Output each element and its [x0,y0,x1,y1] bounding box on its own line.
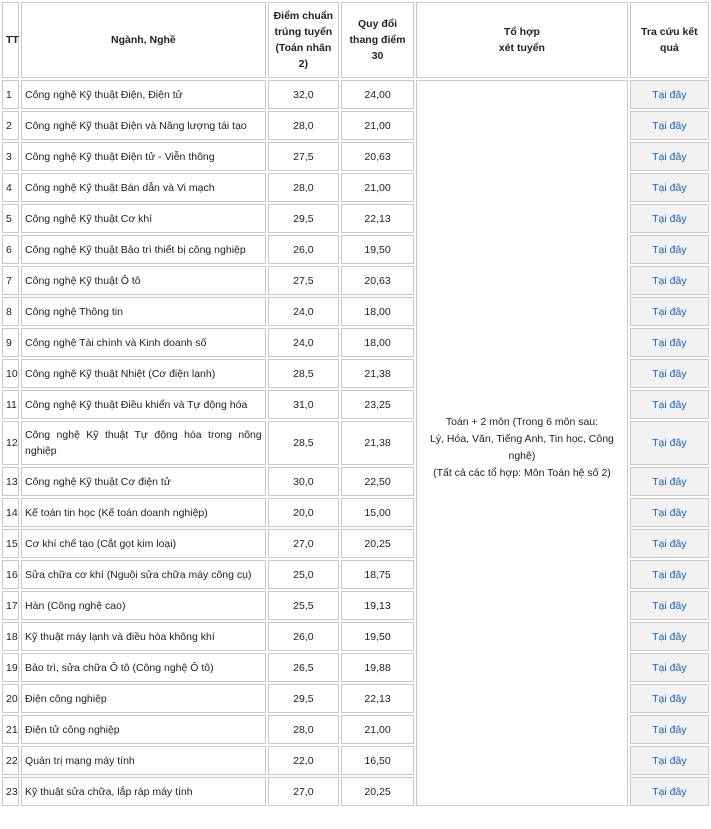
row-number: 20 [2,684,19,713]
row-number: 17 [2,591,19,620]
major-name: Công nghệ Tài chính và Kinh doanh số [21,328,266,357]
lookup-cell [630,467,709,496]
combo-line3: (Tất cả các tổ hợp: Môn Toán hệ số 2) [433,467,611,479]
lookup-result-link[interactable]: Tại đây [652,537,687,550]
lookup-result-link[interactable]: Tại đây [652,119,687,132]
lookup-result-link[interactable]: Tại đây [652,630,687,643]
table-row [2,80,709,109]
lookup-result-link[interactable]: Tại đây [652,785,687,798]
converted-score: 16,50 [341,746,414,775]
major-name: Hàn (Công nghệ cao) [21,591,266,620]
major-name: Điện công nghiệp [21,684,266,713]
row-number: 5 [2,204,19,233]
row-number: 16 [2,560,19,589]
cutoff-score: 20,0 [268,498,339,527]
lookup-cell [630,390,709,419]
converted-score: 18,75 [341,560,414,589]
cutoff-score: 28,0 [268,173,339,202]
row-number: 3 [2,142,19,171]
cutoff-score: 28,5 [268,359,339,388]
cutoff-score: 24,0 [268,328,339,357]
converted-score: 19,88 [341,653,414,682]
converted-score: 21,38 [341,421,414,465]
major-name: Sửa chữa cơ khí (Nguội sửa chữa máy công cụ) [21,560,266,589]
lookup-result-link[interactable]: Tại đây [652,181,687,194]
cutoff-score: 29,5 [268,204,339,233]
major-name: Công nghệ Kỹ thuật Điện, Điện tử [21,80,266,109]
cutoff-score: 27,5 [268,266,339,295]
major-name: Công nghệ Kỹ thuật Cơ khí [21,204,266,233]
header-score: Điểm chuẩn trúng tuyển (Toán nhân 2) [268,2,339,78]
cutoff-score: 25,5 [268,591,339,620]
lookup-cell [630,684,709,713]
converted-score: 18,00 [341,297,414,326]
header-tt: TT [2,2,19,78]
lookup-cell [630,421,709,465]
cutoff-score: 27,0 [268,529,339,558]
lookup-result-link[interactable]: Tại đây [652,568,687,581]
cutoff-score: 32,0 [268,80,339,109]
combo-line2: Lý, Hóa, Văn, Tiếng Anh, Tin học, Công nghệ) [430,433,614,462]
lookup-cell [630,297,709,326]
converted-score: 18,00 [341,328,414,357]
lookup-cell [630,142,709,171]
major-name: Công nghệ Kỹ thuật Điều khiển và Tự động hóa [21,390,266,419]
converted-score: 19,50 [341,622,414,651]
lookup-result-link[interactable]: Tại đây [652,723,687,736]
cutoff-score: 26,5 [268,653,339,682]
row-number: 7 [2,266,19,295]
lookup-result-link[interactable]: Tại đây [652,88,687,101]
major-name: Công nghệ Thông tin [21,297,266,326]
lookup-result-link[interactable]: Tại đây [652,336,687,349]
row-number: 23 [2,777,19,806]
major-name: Công nghệ Kỹ thuật Bảo trì thiết bị công nghiệp [21,235,266,264]
converted-score: 22,50 [341,467,414,496]
lookup-cell [630,560,709,589]
lookup-result-link[interactable]: Tại đây [652,398,687,411]
row-number: 10 [2,359,19,388]
lookup-result-link[interactable]: Tại đây [652,599,687,612]
lookup-cell [630,746,709,775]
cutoff-score: 30,0 [268,467,339,496]
major-name: Công nghệ Kỹ thuật Bán dẫn và Vi mạch [21,173,266,202]
lookup-cell [630,529,709,558]
lookup-result-link[interactable]: Tại đây [652,367,687,380]
major-name: Cơ khí chế tạo (Cắt gọt kim loại) [21,529,266,558]
row-number: 2 [2,111,19,140]
row-number: 4 [2,173,19,202]
row-number: 14 [2,498,19,527]
lookup-cell [630,622,709,651]
lookup-result-link[interactable]: Tại đây [652,212,687,225]
major-name: Công nghệ Kỹ thuật Nhiệt (Cơ điện lạnh) [21,359,266,388]
row-number: 12 [2,421,19,465]
lookup-cell [630,591,709,620]
converted-score: 20,63 [341,142,414,171]
lookup-cell [630,328,709,357]
lookup-cell [630,235,709,264]
major-name: Công nghệ Kỹ thuật Ô tô [21,266,266,295]
major-name: Điện tử công nghiệp [21,715,266,744]
converted-score: 20,63 [341,266,414,295]
lookup-cell [630,173,709,202]
row-number: 18 [2,622,19,651]
row-number: 15 [2,529,19,558]
converted-score: 20,25 [341,529,414,558]
major-name: Bảo trì, sửa chữa Ô tô (Công nghệ Ô tô) [21,653,266,682]
lookup-cell [630,777,709,806]
converted-score: 20,25 [341,777,414,806]
major-name: Công nghệ Kỹ thuật Điện tử - Viễn thông [21,142,266,171]
lookup-cell [630,111,709,140]
lookup-result-link[interactable]: Tại đây [652,661,687,674]
lookup-cell [630,715,709,744]
cutoff-score: 29,5 [268,684,339,713]
lookup-cell [630,498,709,527]
row-number: 9 [2,328,19,357]
converted-score: 19,13 [341,591,414,620]
row-number: 8 [2,297,19,326]
lookup-result-link[interactable]: Tại đây [652,754,687,767]
row-number: 22 [2,746,19,775]
row-number: 6 [2,235,19,264]
cutoff-score: 28,0 [268,715,339,744]
cutoff-score: 26,0 [268,622,339,651]
lookup-result-link[interactable]: Tại đây [652,274,687,287]
subject-combination [416,80,628,806]
lookup-result-link[interactable]: Tại đây [652,305,687,318]
converted-score: 22,13 [341,684,414,713]
row-number: 21 [2,715,19,744]
cutoff-score: 28,0 [268,111,339,140]
converted-score: 15,00 [341,498,414,527]
lookup-result-link[interactable]: Tại đây [652,243,687,256]
major-name: Công nghệ Kỹ thuật Tự động hóa trong nông nghiệp [21,421,266,465]
converted-score: 21,38 [341,359,414,388]
cutoff-score: 27,5 [268,142,339,171]
major-name: Công nghệ Kỹ thuật Điện và Năng lượng tái tạo [21,111,266,140]
converted-score: 19,50 [341,235,414,264]
major-name: Kỹ thuật sửa chữa, lắp ráp máy tính [21,777,266,806]
major-name: Quản trị mạng máy tính [21,746,266,775]
lookup-cell [630,266,709,295]
header-combo: Tổ hợp xét tuyển [416,2,628,78]
major-name: Công nghệ Kỹ thuật Cơ điện tử [21,467,266,496]
lookup-result-link[interactable]: Tại đây [652,150,687,163]
cutoff-score: 31,0 [268,390,339,419]
cutoff-score: 25,0 [268,560,339,589]
lookup-cell [630,204,709,233]
major-name: Kế toán tin học (Kế toán doanh nghiệp) [21,498,266,527]
cutoff-score: 27,0 [268,777,339,806]
lookup-result-link[interactable]: Tại đây [652,437,687,449]
row-number: 11 [2,390,19,419]
lookup-cell [630,80,709,109]
lookup-cell [630,359,709,388]
cutoff-score: 28,5 [268,421,339,465]
row-number: 19 [2,653,19,682]
row-number: 1 [2,80,19,109]
lookup-cell [630,653,709,682]
header-converted: Quy đổi thang điểm 30 [341,2,414,78]
header-major: Ngành, Nghề [21,2,266,78]
converted-score: 24,00 [341,80,414,109]
converted-score: 21,00 [341,173,414,202]
lookup-result-link[interactable]: Tại đây [652,506,687,519]
cutoff-score: 26,0 [268,235,339,264]
lookup-result-link[interactable]: Tại đây [652,475,687,488]
header-lookup: Tra cứu kết quả [630,2,709,78]
combo-line1: Toán + 2 môn (Trong 6 môn sau: [445,416,599,428]
cutoff-score: 22,0 [268,746,339,775]
cutoff-score: 24,0 [268,297,339,326]
converted-score: 23,25 [341,390,414,419]
lookup-result-link[interactable]: Tại đây [652,692,687,705]
row-number: 13 [2,467,19,496]
major-name: Kỹ thuật máy lạnh và điều hòa không khí [21,622,266,651]
converted-score: 21,00 [341,111,414,140]
header-row [2,2,709,78]
converted-score: 21,00 [341,715,414,744]
converted-score: 22,13 [341,204,414,233]
